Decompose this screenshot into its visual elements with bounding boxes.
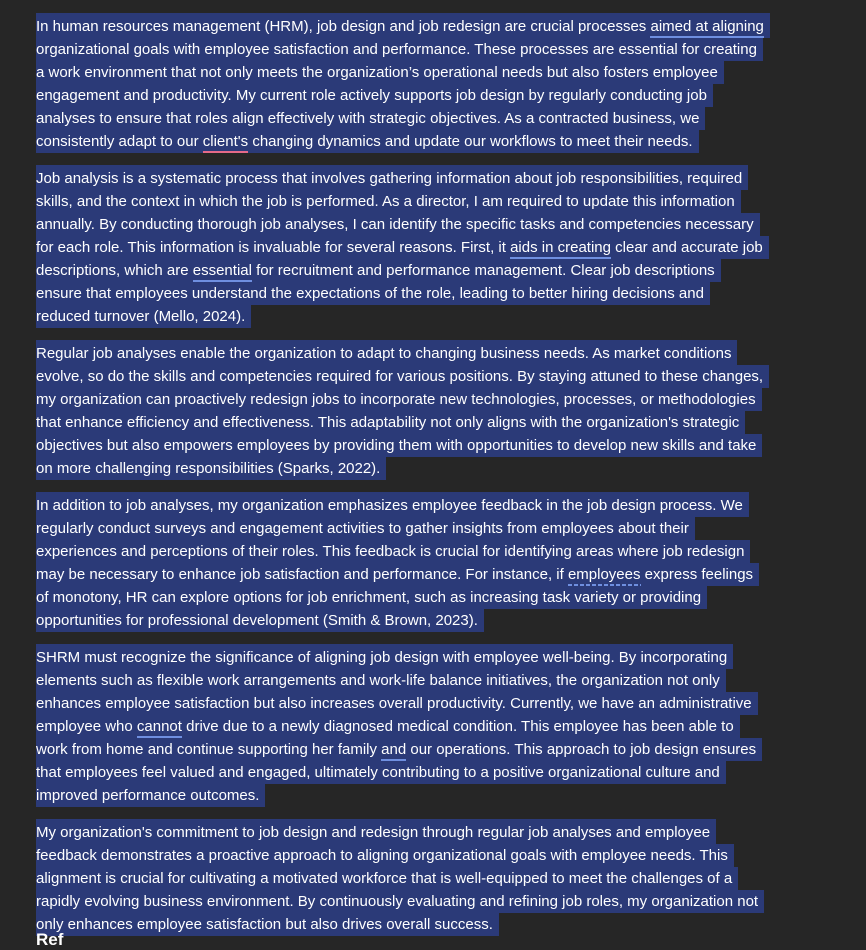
- text-line[interactable]: engagement and productivity. My current role actively supports job design by regularly conducting job: [36, 84, 713, 107]
- text-line[interactable]: on more challenging responsibilities (Sparks, 2022).: [36, 457, 386, 480]
- text-line[interactable]: evolve, so do the skills and competencies required for various positions. By staying attuned to these changes,: [36, 365, 769, 388]
- text-line[interactable]: my organization can proactively redesign jobs to incorporate new technologies, processes, or methodologies: [36, 388, 762, 411]
- grammar-suggestion[interactable]: aimed at aligning: [650, 18, 764, 35]
- text-line[interactable]: enhances employee satisfaction but also increases overall productivity. Currently, we have an administrative: [36, 692, 758, 715]
- references-heading-partial: Ref: [36, 930, 64, 949]
- text-line[interactable]: reduced turnover (Mello, 2024).: [36, 305, 251, 328]
- text-line[interactable]: In human resources management (HRM), job design and job redesign are crucial processes aimed at aligning: [36, 13, 770, 38]
- text-line[interactable]: rapidly evolving business environment. By continuously evaluating and refining job roles, my organization not: [36, 890, 764, 913]
- text-line[interactable]: for each role. This information is invaluable for several reasons. First, it aids in creating clear and accurate job: [36, 236, 769, 259]
- text-line[interactable]: annually. By conducting thorough job analyses, I can identify the specific tasks and competencies necessary: [36, 213, 760, 236]
- text-line[interactable]: regularly conduct surveys and engagement activities to gather insights from employees about their: [36, 517, 695, 540]
- text-line[interactable]: analyses to ensure that roles align effectively with strategic objectives. As a contracted business, we: [36, 107, 705, 130]
- text-line[interactable]: Regular job analyses enable the organization to adapt to changing business needs. As market conditions: [36, 340, 737, 365]
- paragraph[interactable]: [36, 644, 796, 807]
- text-line[interactable]: improved performance outcomes.: [36, 784, 265, 807]
- text-line[interactable]: that enhance efficiency and effectiveness. This adaptability not only aligns with the organization's strategic: [36, 411, 745, 434]
- grammar-suggestion[interactable]: cannot: [136, 718, 182, 735]
- text-line[interactable]: descriptions, which are essential for recruitment and performance management. Clear job descriptions: [36, 259, 721, 282]
- text-line[interactable]: In addition to job analyses, my organization emphasizes employee feedback in the job design process. We: [36, 492, 749, 517]
- text-line[interactable]: elements such as flexible work arrangements and work-life balance initiatives, the organization not only: [36, 669, 726, 692]
- document-body[interactable]: [36, 13, 796, 948]
- text-line[interactable]: experiences and perceptions of their roles. This feedback is crucial for identifying areas where job redesign: [36, 540, 750, 563]
- text-line[interactable]: skills, and the context in which the job is performed. As a director, I am required to update this information: [36, 190, 741, 213]
- text-line[interactable]: objectives but also empowers employees by providing them with opportunities to develop new skills and take: [36, 434, 762, 457]
- text-line[interactable]: feedback demonstrates a proactive approach to aligning organizational goals with employee needs. This: [36, 844, 734, 867]
- grammar-suggestion[interactable]: aids in creating: [510, 239, 611, 256]
- text-line[interactable]: work from home and continue supporting her family and our operations. This approach to job design ensures: [36, 738, 762, 761]
- text-line[interactable]: only enhances employee satisfaction but also drives overall success.: [36, 913, 499, 936]
- text-line[interactable]: My organization's commitment to job design and redesign through regular job analyses and employee: [36, 819, 716, 844]
- paragraph[interactable]: [36, 13, 796, 153]
- text-line[interactable]: that employees feel valued and engaged, ultimately contributing to a positive organizational culture and: [36, 761, 726, 784]
- text-line[interactable]: SHRM must recognize the significance of aligning job design with employee well-being. By incorporating: [36, 644, 733, 669]
- grammar-suggestion[interactable]: and: [381, 741, 407, 758]
- text-line[interactable]: opportunities for professional development (Smith & Brown, 2023).: [36, 609, 484, 632]
- text-line[interactable]: may be necessary to enhance job satisfaction and performance. For instance, if employees express feelings: [36, 563, 759, 586]
- text-line[interactable]: ensure that employees understand the expectations of the role, leading to better hiring decisions and: [36, 282, 710, 305]
- text-line[interactable]: organizational goals with employee satisfaction and performance. These processes are essential for creating: [36, 38, 763, 61]
- paragraph[interactable]: [36, 165, 796, 328]
- paragraph[interactable]: [36, 340, 796, 480]
- grammar-suggestion[interactable]: essential: [192, 262, 252, 279]
- text-line[interactable]: employee who cannot drive due to a newly diagnosed medical condition. This employee has been able to: [36, 715, 740, 738]
- text-line[interactable]: consistently adapt to our client's changing dynamics and update our workflows to meet their needs.: [36, 130, 699, 153]
- text-line[interactable]: alignment is crucial for cultivating a motivated workforce that is well-equipped to meet the challenges of a: [36, 867, 738, 890]
- paragraph[interactable]: [36, 819, 796, 936]
- grammar-suggestion[interactable]: employees: [567, 566, 641, 583]
- text-line[interactable]: of monotony, HR can explore options for job enrichment, such as increasing task variety or providing: [36, 586, 707, 609]
- text-line[interactable]: Job analysis is a systematic process that involves gathering information about job responsibilities, required: [36, 165, 748, 190]
- text-line[interactable]: a work environment that not only meets the organization’s operational needs but also fosters employee: [36, 61, 724, 84]
- paragraph[interactable]: [36, 492, 796, 632]
- spelling-suggestion[interactable]: client's: [202, 133, 249, 150]
